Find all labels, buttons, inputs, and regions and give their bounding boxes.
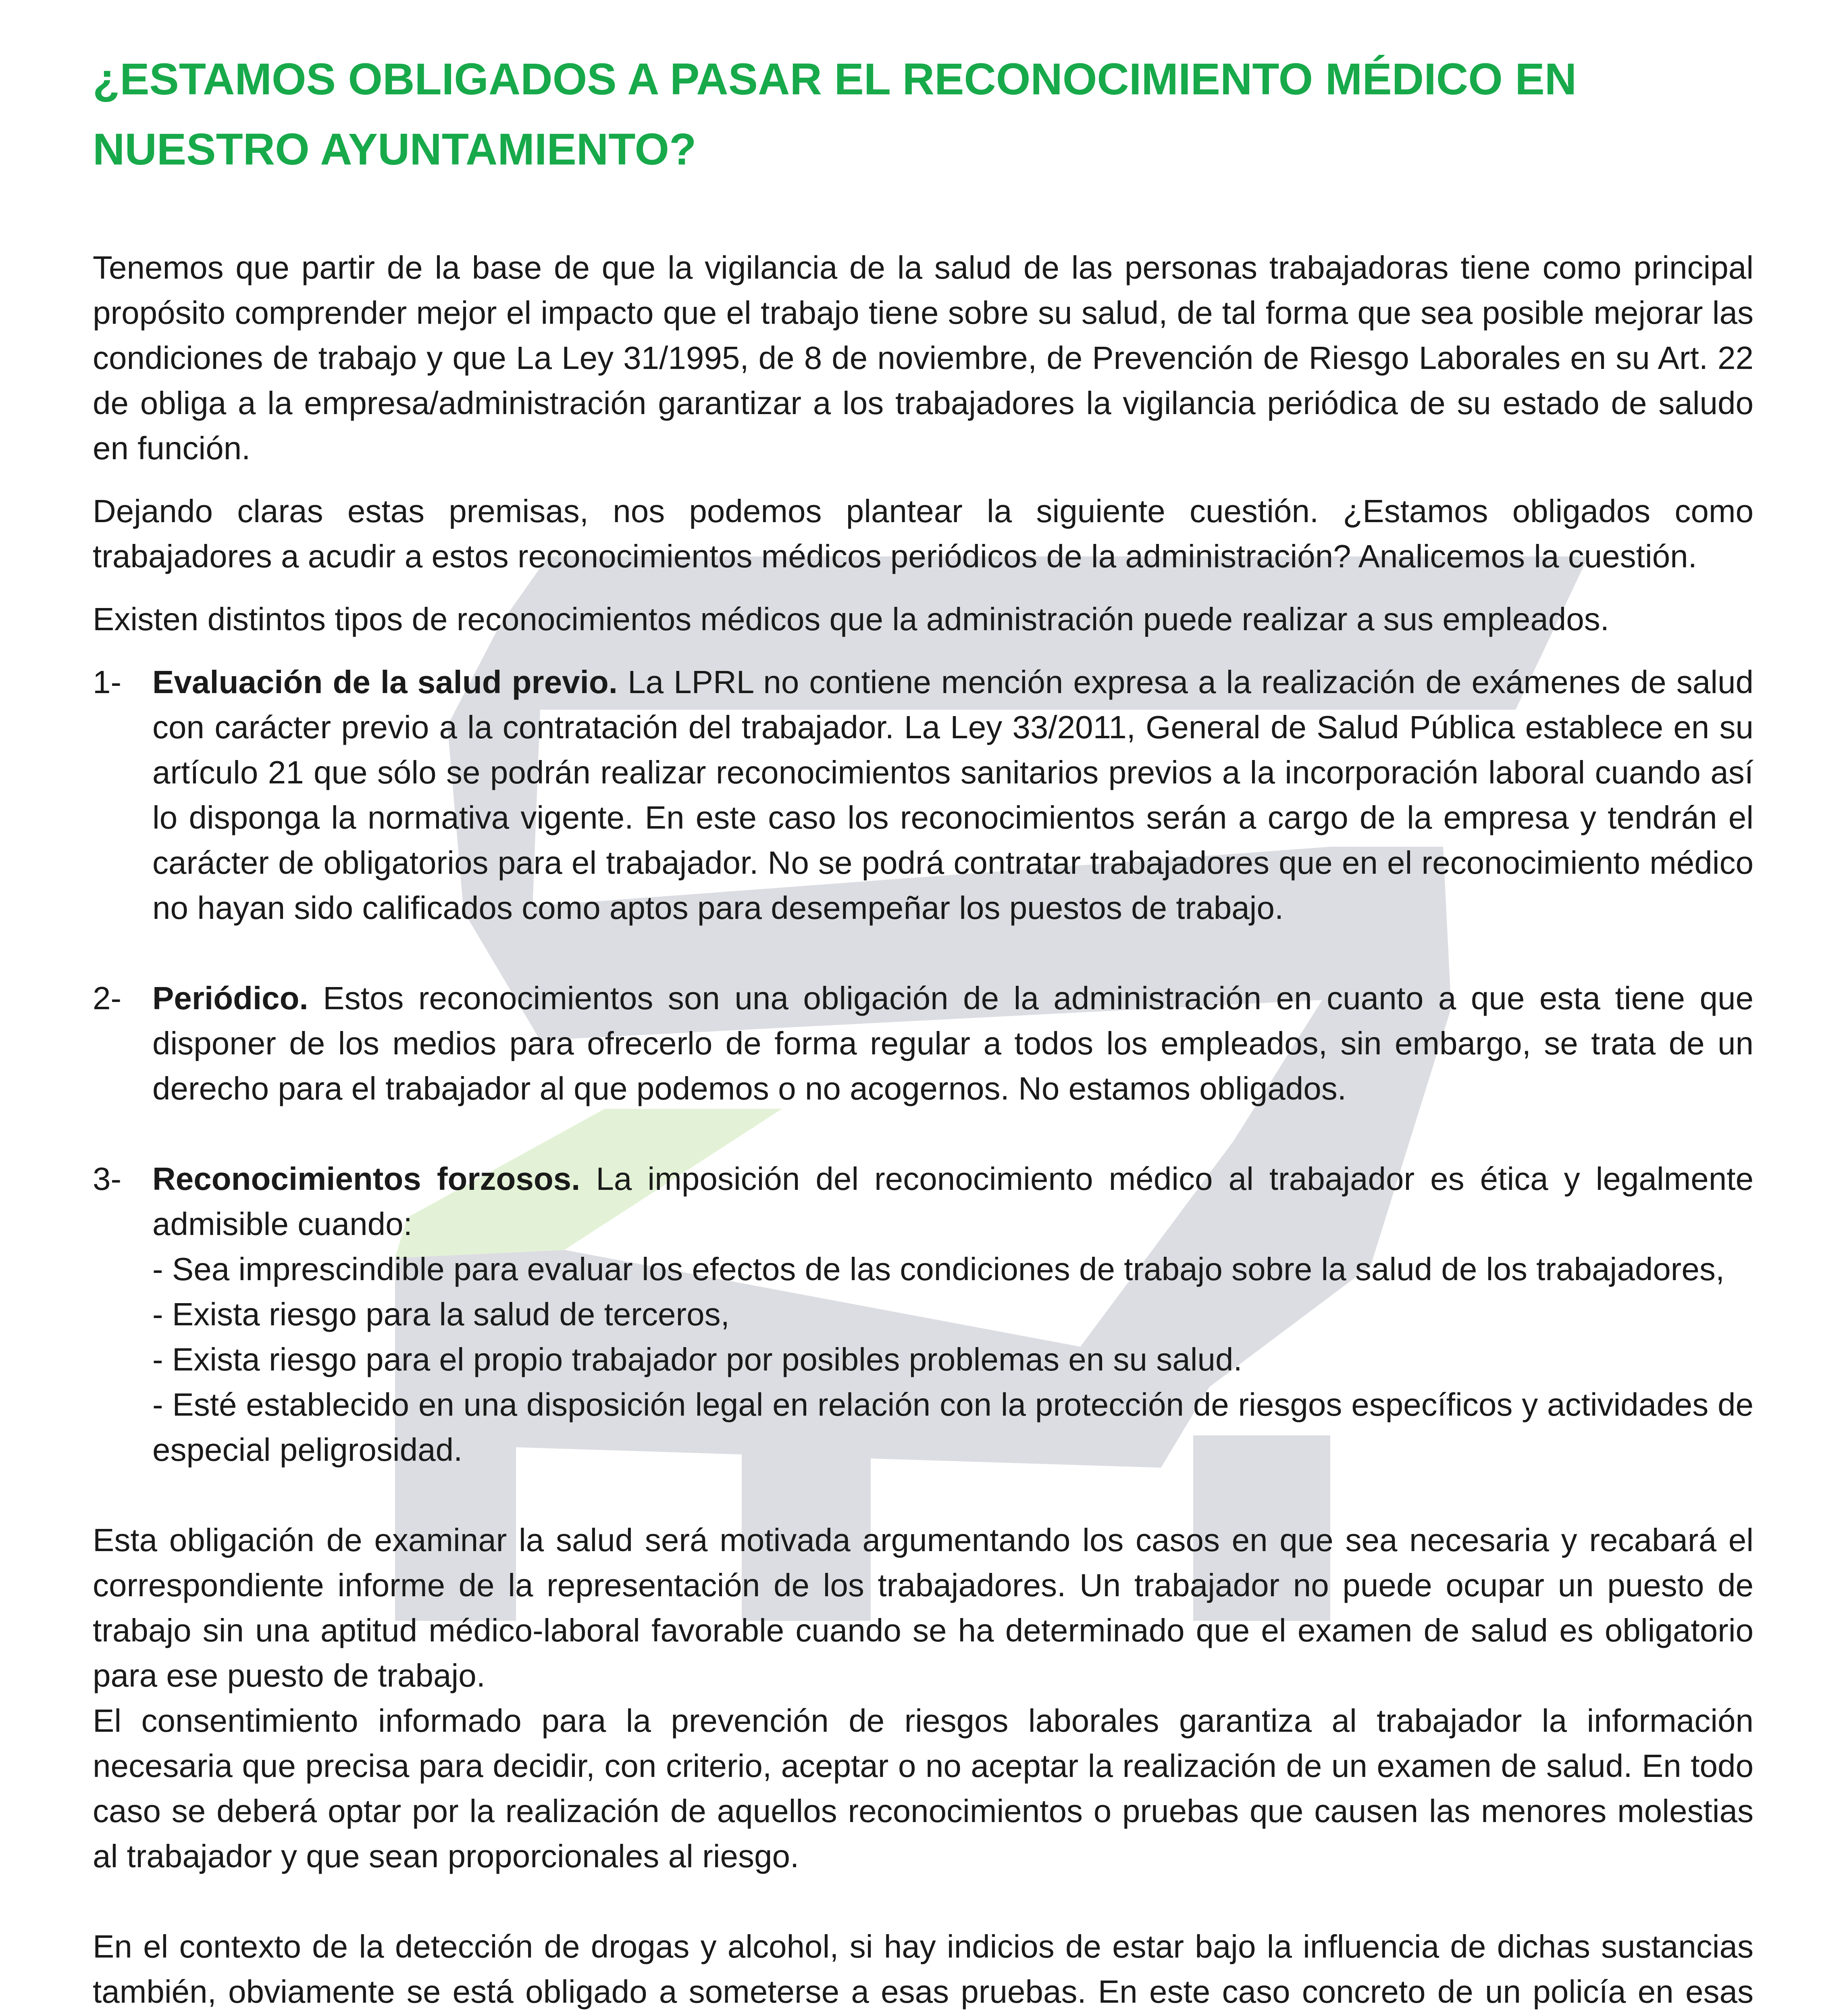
list-item-text: La LPRL no contiene mención expresa a la realización de exámenes de salud con carácter previo a la contratación del trabajador. La Ley 33/2011, General de Salud Pública establece en su artículo 21 que sólo se podrán realizar reconocimientos sanitarios previos a la incorporación laboral cuando así lo disponga la normativa vigente. En este caso los reconocimientos serán a cargo de la empresa y tendrán el carácter de obligatorios para el trabajador. No se podrá contratar trabajadores que en el reconocimiento médico no hayan sido calificados como aptos para desempeñar los puestos de trabajo. — [152, 664, 1754, 926]
obligation-paragraph: Esta obligación de examinar la salud será motivada argumentando los casos en que sea necesaria y recabará el correspondiente informe de la representación de los trabajadores. Un trabajador no puede ocupar un puesto de trabajo sin una aptitud médico-laboral favorable cuando se ha determinado que el examen de salud es obligatorio para ese puesto de trabajo. — [93, 1522, 1754, 1693]
list-item — [93, 660, 1754, 931]
list-item-number: 2- — [93, 980, 122, 1016]
list-item — [93, 976, 1754, 1111]
list-item-number: 3- — [93, 1161, 122, 1197]
condition-bullet: - Exista riesgo para la salud de terceros, — [152, 1296, 730, 1332]
list-item-heading: Evaluación de la salud previo. — [152, 664, 618, 700]
drugs-paragraph: En el contexto de la detección de drogas y alcohol, si hay indicios de estar bajo la influencia de dichas sustancias también, obviamente se está obligado a someterse a esas pruebas. En este caso concreto de un policía en esas — [93, 1929, 1754, 2010]
list-item-number: 1- — [93, 664, 122, 700]
condition-bullet: - Exista riesgo para el propio trabajador por posibles problemas en su salud. — [152, 1341, 1242, 1377]
list-item-text: Estos reconocimientos son una obligación de la administración en cuanto a que esta tiene que disponer de los medios para ofrecerlo de forma regular a todos los empleados, sin embargo, se trata de un derecho para el trabajador al que podemos o no acogernos. No estamos obligados. — [152, 980, 1754, 1106]
question-paragraph: Dejando claras estas premisas, nos podemos plantear la siguiente cuestión. ¿Estamos obligados como trabajadores a acudir a estos reconocimientos médicos periódicos de la administración? Analicemos la cuestión. — [93, 493, 1754, 574]
types-paragraph: Existen distintos tipos de reconocimientos médicos que la administración puede realizar a sus empleados. — [93, 601, 1609, 637]
condition-bullet: - Esté establecido en una disposición legal en relación con la protección de riesgos específicos y actividades de especial peligrosidad. — [152, 1387, 1754, 1468]
intro-paragraph: Tenemos que partir de la base de que la vigilancia de la salud de las personas trabajadoras tiene como principal propósito comprender mejor el impacto que el trabajo tiene sobre su salud, de tal forma que sea posible mejorar las condiciones de trabajo y que La Ley 31/1995, de 8 de noviembre, de Prevención de Riesgo Laborales en su Art. 22 de obliga a la empresa/administración garantizar a los trabajadores la vigilancia periódica de su estado de saludo en función. — [93, 250, 1754, 466]
document-page — [93, 44, 1754, 2016]
consent-paragraph: El consentimiento informado para la prevención de riesgos laborales garantiza al trabajador la información necesaria que precisa para decidir, con criterio, aceptar o no aceptar la realización de un examen de salud. En todo caso se deberá optar por la realización de aquellos reconocimientos o pruebas que causen las menores molestias al trabajador y que sean proporcionales al riesgo. — [93, 1703, 1754, 1874]
list-item-heading: Periódico. — [152, 980, 308, 1016]
list-item-heading: Reconocimientos forzosos. — [152, 1161, 580, 1197]
list-item-text: La imposición del reconocimiento médico al trabajador es ética y legalmente admisible cuando: — [152, 1161, 1754, 1242]
list-item — [93, 1156, 1754, 1472]
document-title: ¿ESTAMOS OBLIGADOS A PASAR EL RECONOCIMIENTO MÉDICO EN NUESTRO AYUNTAMIENTO? — [93, 54, 1577, 174]
condition-bullet: - Sea imprescindible para evaluar los efectos de las condiciones de trabajo sobre la salud de los trabajadores, — [152, 1251, 1725, 1287]
